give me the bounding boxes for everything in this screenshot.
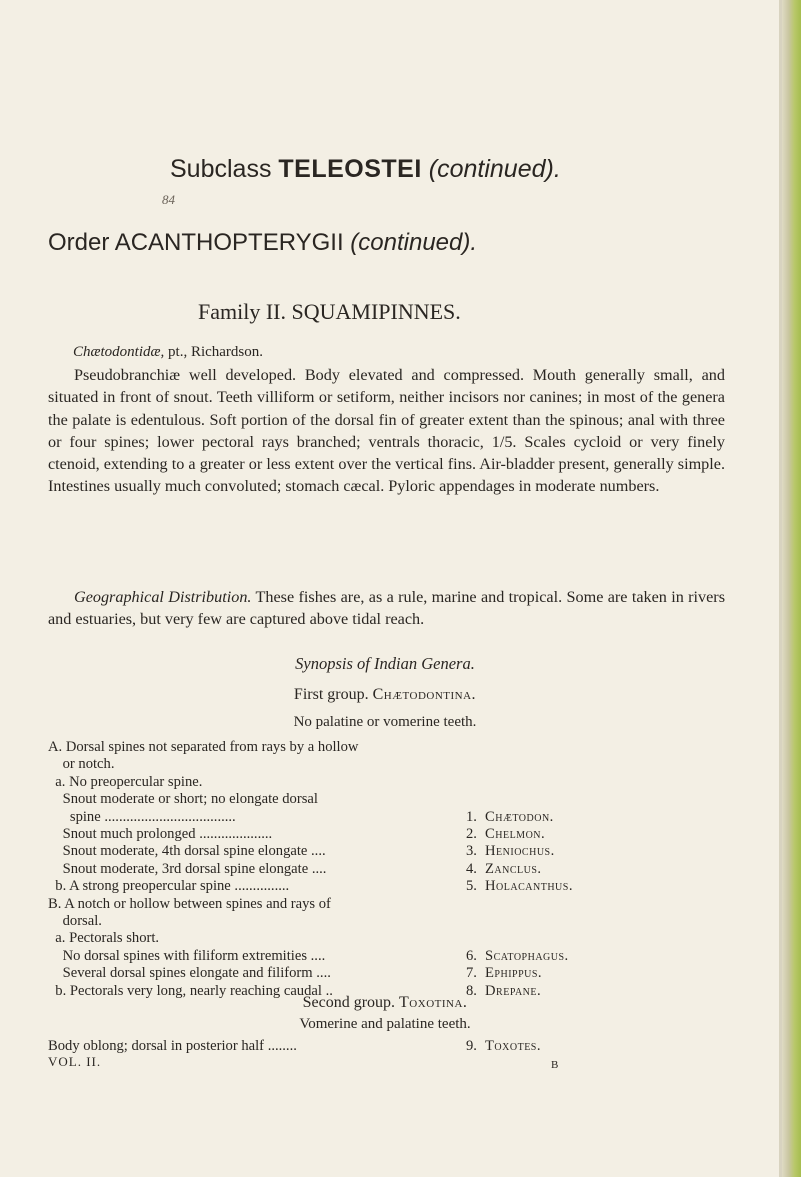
key-line-genus: Ephippus.: [485, 965, 543, 982]
key-line-genus: Toxotes.: [485, 1038, 542, 1054]
volume-label: VOL. II.: [48, 1054, 102, 1069]
key-line-genus: Heniochus.: [485, 843, 555, 860]
subclass-suffix: (continued).: [428, 155, 561, 183]
key-line-text: Body oblong; dorsal in posterior half ........: [48, 1038, 297, 1054]
key-line-text: Snout moderate, 4th dorsal spine elongate ....: [48, 843, 326, 860]
key-line-toxotes: [48, 1038, 542, 1055]
key-line-number: 7.: [466, 965, 477, 982]
key-line: [48, 791, 318, 809]
key-line: [48, 930, 159, 948]
group1-note: No palatine or vomerine teeth.: [293, 714, 477, 730]
key-line-text: Snout much prolonged ....................: [48, 826, 273, 842]
key-line: [48, 913, 102, 931]
key-line-number: 2.: [466, 826, 477, 842]
key-line-genus: Drepane.: [485, 982, 542, 999]
group1-label: First group.: [293, 686, 373, 703]
key-line-number: 9.: [466, 1038, 477, 1054]
group2-name: Toxotina.: [399, 994, 468, 1011]
key-line: [48, 860, 542, 879]
key-line-genus: Chætodon.: [485, 808, 554, 825]
key-line-text: Several dorsal spines elongate and filiform ....: [48, 965, 331, 982]
pencil-mark: 84: [162, 192, 175, 207]
key-line-text: Snout moderate or short; no elongate dorsal: [48, 791, 318, 808]
key-line-text: b. Pectorals very long, nearly reaching caudal ..: [48, 982, 333, 999]
subclass-prefix: Subclass: [170, 155, 279, 183]
synopsis-title: Synopsis of Indian Genera.: [295, 654, 475, 673]
key-line-genus: Zanclus.: [485, 860, 542, 877]
key-line-text: Snout moderate, 3rd dorsal spine elongate ....: [48, 860, 327, 877]
distribution-text: These fishes are, as a rule, marine and tropical. Some are taken in rivers and estuaries, but very few are captured above tidal reach.: [48, 588, 726, 629]
key-line: [48, 878, 573, 896]
key-line-text: b. A strong preopercular spine ...............: [48, 878, 290, 895]
key-line-number: 4.: [466, 860, 477, 877]
subclass-heading: [170, 155, 561, 184]
authority-taxon: Chætodontidæ,: [73, 344, 165, 360]
key-line-text: or notch.: [48, 756, 115, 773]
key-line: [48, 826, 546, 844]
key-line-genus: Scatophagus.: [485, 947, 569, 964]
key-line-text: a. Pectorals short.: [48, 930, 160, 947]
key-line: [48, 774, 202, 792]
key-line-text: A. Dorsal spines not separated from rays by a hollow: [48, 739, 359, 755]
key-line-number: 8.: [466, 982, 477, 999]
key-line-genus: Holacanthus.: [485, 878, 573, 895]
group2-note: Vomerine and palatine teeth.: [299, 1016, 471, 1032]
group2-heading: [0, 994, 770, 1012]
order-suffix: (continued).: [350, 229, 478, 256]
key-line: [48, 947, 569, 966]
key-line: [48, 965, 543, 983]
key-line: [48, 808, 554, 827]
key-line-text: B. A notch or hollow between spines and rays of: [48, 895, 331, 912]
key-line-number: 6.: [466, 947, 477, 964]
page-edge: [779, 0, 801, 1177]
authority-line: [73, 344, 263, 361]
distribution-label: Geographical Distribution.: [74, 588, 252, 606]
key-line-number: 3.: [466, 843, 477, 860]
key-line-genus: Chelmon.: [485, 826, 546, 842]
group1-heading: [0, 686, 770, 704]
key-line: [48, 843, 555, 861]
key-line-number: 1.: [466, 808, 477, 825]
subclass-name: TELEOSTEI: [278, 155, 422, 183]
key-line: [48, 756, 114, 774]
order-heading: [48, 229, 477, 257]
family-heading: Family II. SQUAMIPINNES.: [198, 299, 461, 324]
key-line: [48, 739, 358, 757]
key-line-text: dorsal.: [48, 913, 102, 929]
order-prefix: Order ACANTHOPTERYGII: [48, 229, 351, 256]
key-line: [48, 896, 331, 914]
key-line-number: 5.: [466, 878, 477, 895]
key-line-text: No dorsal spines with filiform extremities ....: [48, 947, 326, 964]
signature-mark: B: [551, 1059, 559, 1071]
authority-rest: pt., Richardson.: [164, 344, 264, 360]
distribution-paragraph: [48, 586, 725, 631]
description-paragraph: Pseudobranchiæ well developed. Body elevated and compressed. Mouth generally small, and situated in front of snout. Teeth villiform or setiform, neither incisors nor canines; in most of the genera the palate is edentulous. Soft portion of the dorsal fin of greater extent than the spinous; anal with three or four spines; lower pectoral rays branched; ventrals thoracic, 1/5. Scales cycloid or very finely ctenoid, extending to a greater or less extent over the vertical fins. Air-bladder present, generally simple. Intestines usually much convoluted; stomach cæcal. Pyloric appendages in moderate numbers.: [48, 366, 725, 496]
group2-label: Second group.: [302, 994, 400, 1011]
key-line-text: a. No preopercular spine.: [48, 773, 203, 790]
key-line-text: spine ....................................: [48, 808, 236, 825]
group1-name: Chætodontina.: [372, 686, 477, 703]
